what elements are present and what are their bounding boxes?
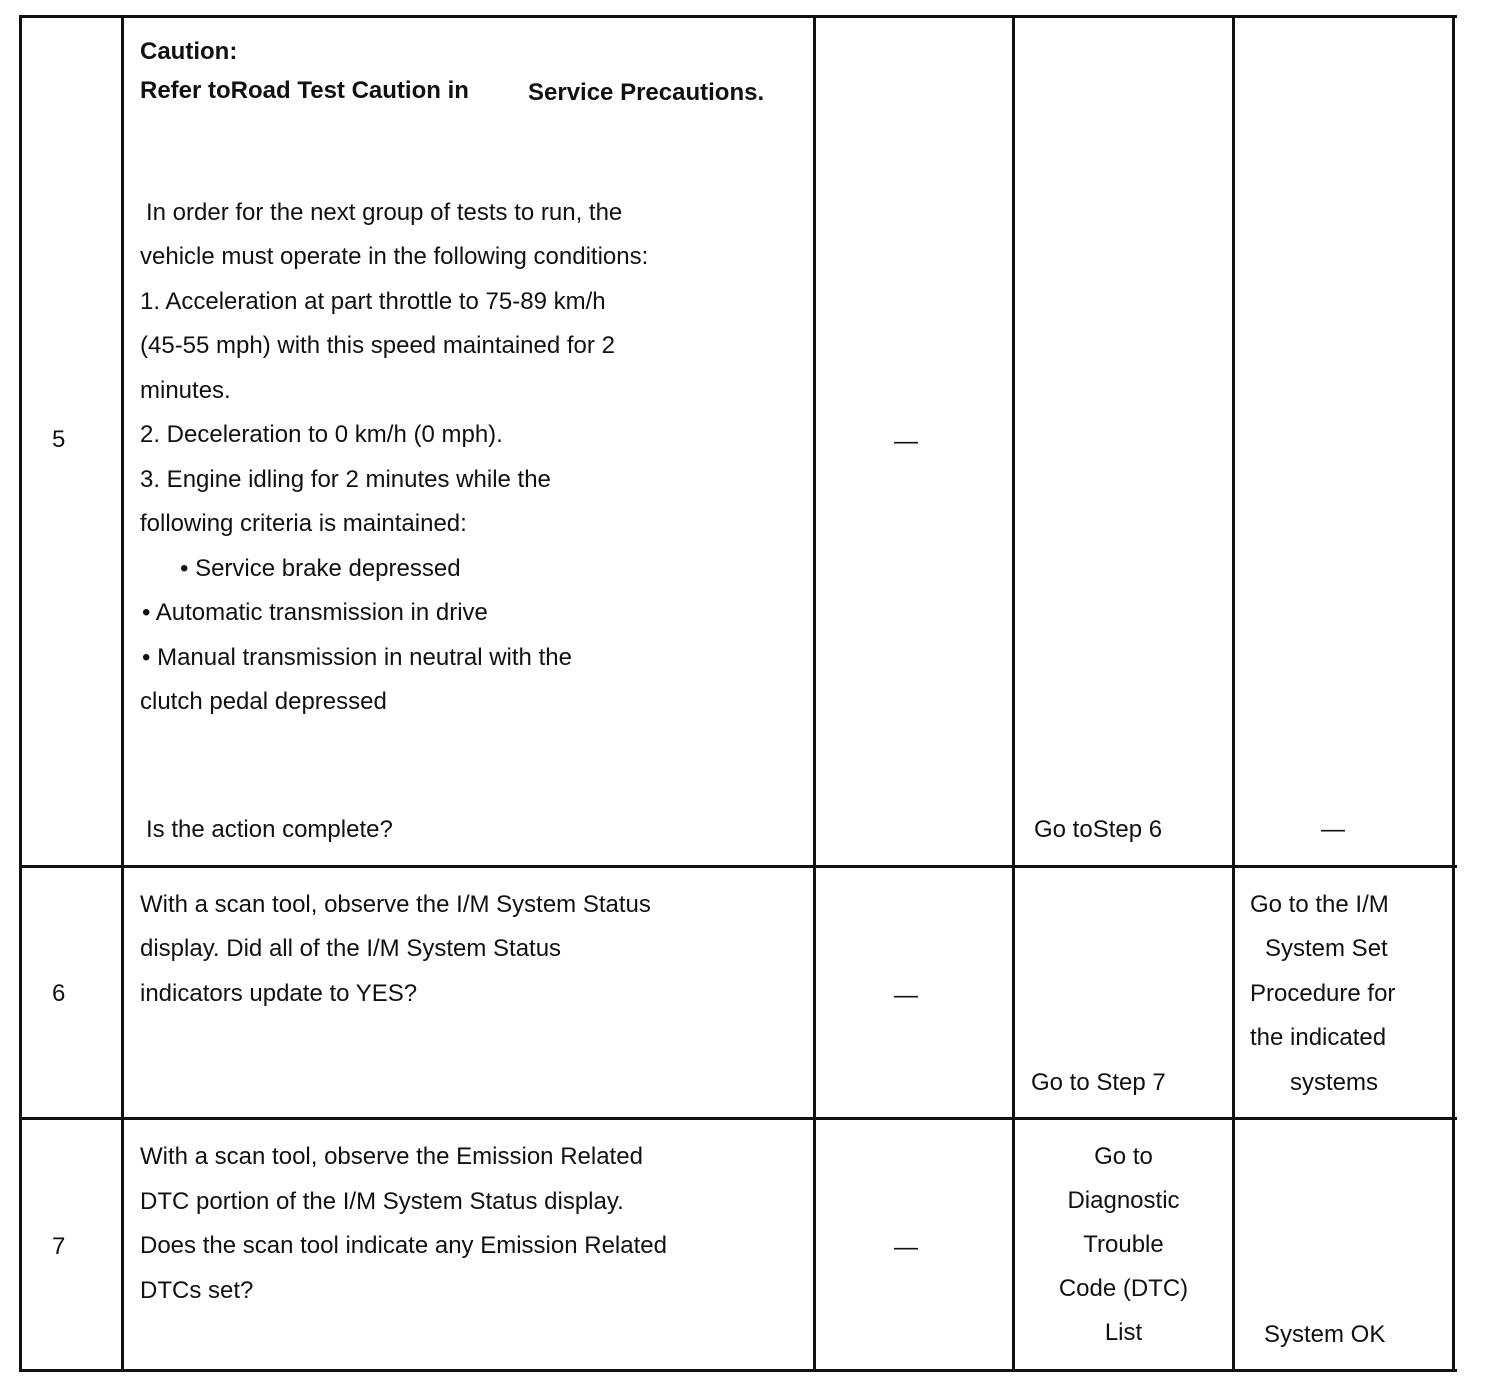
action-line: DTC portion of the I/M System Status display. [140, 1188, 624, 1215]
table-border-top [19, 15, 1457, 18]
no-action-link[interactable]: System Set [1265, 935, 1388, 962]
column-divider [813, 15, 816, 1372]
value-cell: — [894, 1234, 918, 1261]
action-line: 1. Acceleration at part throttle to 75-89 km/h [140, 288, 606, 315]
yes-action-link[interactable]: Trouble [1083, 1231, 1164, 1258]
action-line: (45-55 mph) with this speed maintained for 2 [140, 332, 615, 359]
caution-label: Caution: [140, 38, 238, 65]
no-action-link[interactable]: systems [1290, 1069, 1379, 1096]
action-line: 2. Deceleration to 0 km/h (0 mph). [140, 421, 503, 448]
action-line: clutch pedal depressed [140, 688, 387, 715]
step-number: 6 [52, 980, 66, 1007]
table-border-bottom [19, 1369, 1457, 1372]
value-cell: — [894, 982, 918, 1009]
step-number: 7 [52, 1233, 66, 1260]
no-action-link[interactable]: Go to the I/M [1250, 891, 1389, 918]
yes-action-link[interactable]: Go to Step 7 [1031, 1069, 1166, 1096]
action-line: DTCs set? [140, 1277, 254, 1304]
action-line: In order for the next group of tests to run, the [146, 199, 623, 226]
action-line: 3. Engine idling for 2 minutes while the [140, 466, 551, 493]
no-action-link[interactable]: Procedure for [1250, 980, 1396, 1007]
action-line: With a scan tool, observe the I/M System Status [140, 891, 651, 918]
no-action: System OK [1264, 1321, 1386, 1348]
column-divider [121, 15, 124, 1372]
action-line: minutes. [140, 377, 231, 404]
step-number: 5 [52, 426, 66, 453]
yes-action-block[interactable] [1015, 1135, 1232, 1355]
table-border-right [1452, 15, 1455, 1372]
yes-action-link[interactable]: List [1104, 1319, 1143, 1346]
yes-action-link[interactable]: Diagnostic [1067, 1187, 1180, 1214]
value-cell: — [894, 428, 918, 455]
caution-text: Refer toRoad Test Caution in [140, 77, 469, 104]
column-divider [1232, 15, 1235, 1372]
bullet-item: • Manual transmission in neutral with the [142, 644, 572, 671]
row-divider [19, 865, 1457, 868]
no-action-link[interactable]: the indicated [1250, 1024, 1387, 1051]
action-line: display. Did all of the I/M System Status [140, 935, 562, 962]
bullet-item: • Service brake depressed [180, 555, 461, 582]
table-border-left [19, 15, 22, 1372]
yes-action-link[interactable]: Go to [1094, 1143, 1153, 1170]
bullet-item: • Automatic transmission in drive [142, 599, 488, 626]
action-question: Is the action complete? [146, 816, 393, 843]
action-line: With a scan tool, observe the Emission Related [140, 1143, 643, 1170]
yes-action-link[interactable]: Go toStep 6 [1034, 816, 1163, 843]
yes-action-link[interactable]: Code (DTC) [1058, 1275, 1189, 1302]
action-line: vehicle must operate in the following conditions: [140, 243, 649, 270]
action-line: following criteria is maintained: [140, 510, 467, 537]
row-divider [19, 1117, 1457, 1120]
action-line: indicators update to YES? [140, 980, 418, 1007]
caution-link-service-precautions[interactable]: Service Precautions. [528, 79, 765, 106]
action-line: Does the scan tool indicate any Emission Related [140, 1232, 667, 1259]
no-action: — [1321, 816, 1345, 843]
